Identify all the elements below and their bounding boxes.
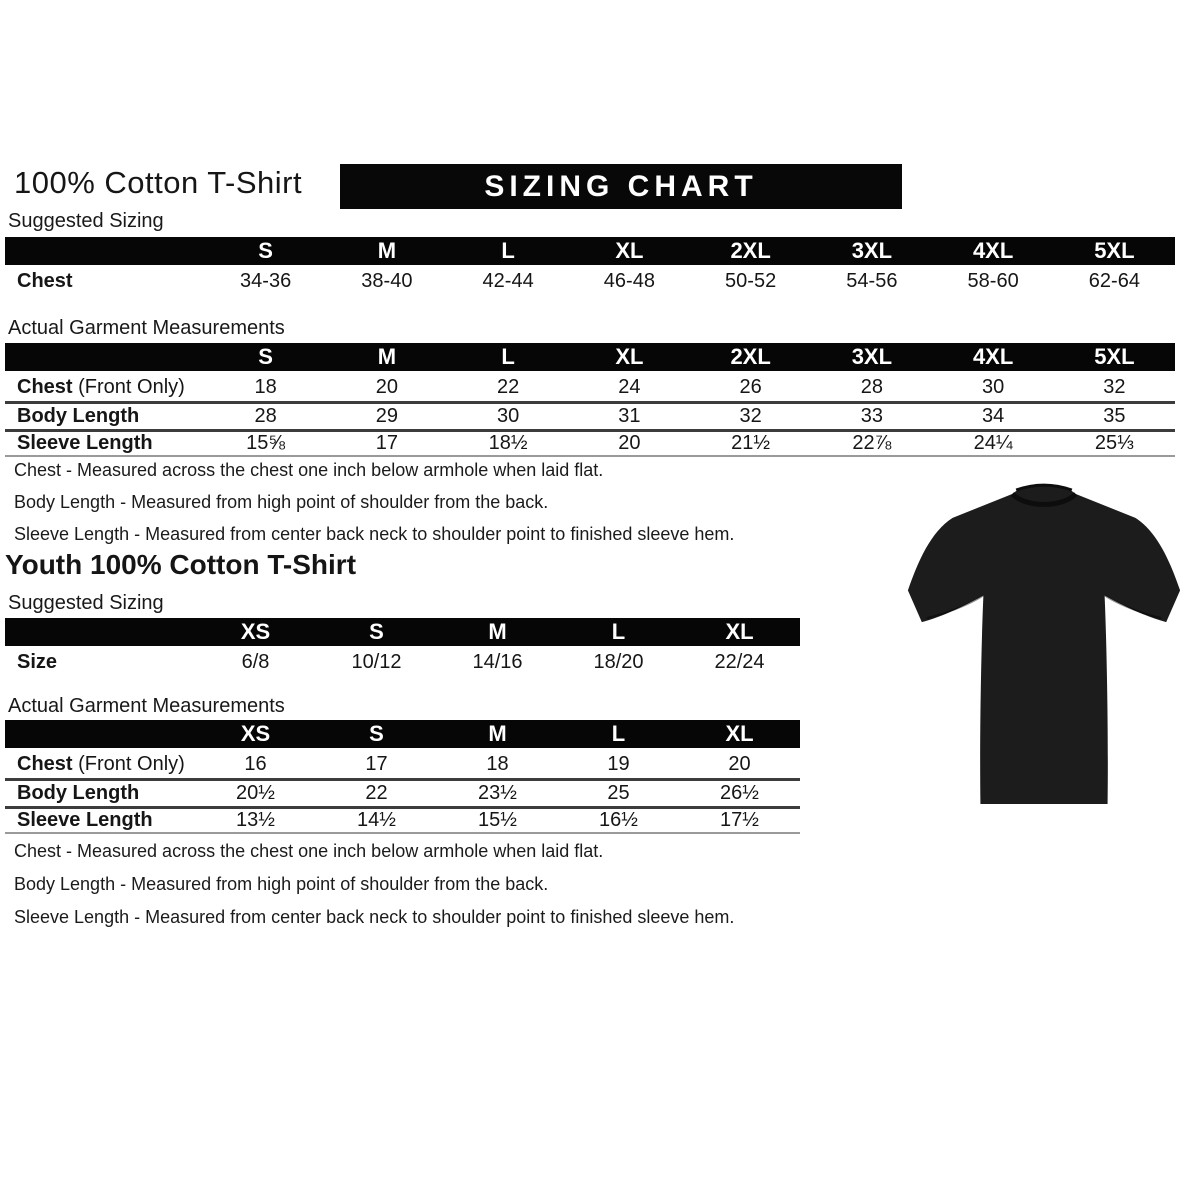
column-header-3xl: 3XL xyxy=(851,344,893,369)
youth-section-title: Youth 100% Cotton T-Shirt xyxy=(5,549,357,580)
column-header-s: S xyxy=(369,721,384,746)
column-header-m: M xyxy=(488,721,507,746)
column-header-m: M xyxy=(377,344,397,369)
body-length-note: Body Length - Measured from high point of shoulder from the back. xyxy=(14,874,549,894)
table-row-sleeve-length xyxy=(5,806,800,834)
value-cell: 24 xyxy=(618,375,641,398)
table-row-chest xyxy=(5,267,1175,295)
youth-actual-measurements-label: Actual Garment Measurements xyxy=(8,695,285,717)
value-cell: 10/12 xyxy=(351,650,402,673)
value-cell: 17 xyxy=(365,752,388,775)
sleeve-length-note: Sleeve Length - Measured from center back neck to shoulder point to finished sleeve hem. xyxy=(14,907,735,927)
column-header-s: S xyxy=(258,344,273,369)
row-label xyxy=(5,809,195,832)
adult-suggested-sizing-label: Suggested Sizing xyxy=(8,210,164,232)
row-label xyxy=(5,270,205,293)
black-tshirt-image xyxy=(895,472,1193,820)
column-header-5xl: 5XL xyxy=(1094,344,1135,369)
value-cell: 26½ xyxy=(720,782,759,804)
row-label-suffix: (Front Only) xyxy=(72,375,185,398)
youth-actual-measurements-table xyxy=(5,720,800,834)
row-label xyxy=(5,405,205,428)
row-label xyxy=(5,376,205,399)
value-cell: 23½ xyxy=(478,782,517,804)
row-label-text: Sleeve Length xyxy=(17,432,153,454)
value-cell: 32 xyxy=(1103,375,1126,398)
value-cell: 54-56 xyxy=(846,269,898,292)
row-label xyxy=(5,782,195,805)
column-header-m: M xyxy=(488,619,507,644)
value-cell: 30 xyxy=(982,375,1005,398)
value-cell: 22/24 xyxy=(714,650,765,673)
value-cell: 19 xyxy=(607,752,630,775)
table-header-row xyxy=(5,618,800,648)
adult-measurement-notes xyxy=(14,460,734,556)
page-title: 100% Cotton T-Shirt xyxy=(14,165,303,200)
youth-measurement-notes xyxy=(14,841,734,940)
column-header-xl: XL xyxy=(725,619,754,644)
youth-suggested-sizing-table xyxy=(5,618,800,676)
column-header-l: L xyxy=(501,344,515,369)
table-row-chest xyxy=(5,750,800,778)
youth-suggested-sizing-label: Suggested Sizing xyxy=(8,592,164,614)
table-row-chest xyxy=(5,373,1175,401)
table-header-row xyxy=(5,343,1175,373)
value-cell: 17 xyxy=(375,432,398,454)
value-cell: 20 xyxy=(728,752,751,775)
column-header-xs: XS xyxy=(240,721,271,746)
value-cell: 28 xyxy=(860,375,883,398)
row-label-text: Sleeve Length xyxy=(17,809,153,831)
sleeve-length-note: Sleeve Length - Measured from center back neck to shoulder point to finished sleeve hem. xyxy=(14,524,735,544)
value-cell: 62-64 xyxy=(1088,269,1140,292)
value-cell: 18/20 xyxy=(593,650,644,673)
row-label xyxy=(5,432,205,455)
value-cell: 15½ xyxy=(478,809,517,831)
row-label-suffix: (Front Only) xyxy=(72,752,185,775)
tshirt-icon xyxy=(895,472,1193,820)
row-label-text: Chest xyxy=(17,269,73,292)
table-row-sleeve-length xyxy=(5,429,1175,457)
row-label xyxy=(5,753,195,776)
value-cell: 20 xyxy=(618,432,641,454)
column-header-l: L xyxy=(611,721,626,746)
row-label-text: Body Length xyxy=(17,782,140,804)
value-cell: 14/16 xyxy=(472,650,523,673)
value-cell: 15⅝ xyxy=(246,432,286,454)
chest-note: Chest - Measured across the chest one inch below armhole when laid flat. xyxy=(14,460,604,480)
value-cell: 6/8 xyxy=(241,650,270,673)
value-cell: 21½ xyxy=(731,432,771,454)
value-cell: 16 xyxy=(244,752,267,775)
body-length-note: Body Length - Measured from high point of shoulder from the back. xyxy=(14,492,549,512)
value-cell: 22⅞ xyxy=(852,432,892,454)
row-label-text: Body Length xyxy=(17,405,140,427)
column-header-4xl: 4XL xyxy=(972,344,1014,369)
column-header-s: S xyxy=(369,619,384,644)
column-header-xl: XL xyxy=(615,238,644,263)
value-cell: 31 xyxy=(618,405,641,427)
value-cell: 16½ xyxy=(599,809,638,831)
value-cell: 20½ xyxy=(236,782,275,804)
value-cell: 34-36 xyxy=(240,269,292,292)
adult-suggested-sizing-table xyxy=(5,237,1175,295)
value-cell: 25⅓ xyxy=(1094,432,1134,454)
value-cell: 18 xyxy=(486,752,509,775)
table-row-body-length xyxy=(5,401,1175,429)
value-cell: 22 xyxy=(497,375,520,398)
adult-actual-measurements-table xyxy=(5,343,1175,457)
column-header-4xl: 4XL xyxy=(972,238,1014,263)
table-row-body-length xyxy=(5,778,800,806)
table-header-row xyxy=(5,237,1175,267)
value-cell: 14½ xyxy=(357,809,396,831)
sizing-chart-banner-text: SIZING CHART xyxy=(484,169,758,203)
value-cell: 46-48 xyxy=(603,269,655,292)
value-cell: 20 xyxy=(375,375,398,398)
column-header-xl: XL xyxy=(615,344,644,369)
value-cell: 38-40 xyxy=(361,269,413,292)
column-header-2xl: 2XL xyxy=(730,238,771,263)
column-header-xl: XL xyxy=(725,721,754,746)
column-header-xs: XS xyxy=(240,619,271,644)
value-cell: 30 xyxy=(497,405,520,427)
value-cell: 18½ xyxy=(488,432,528,454)
value-cell: 42-44 xyxy=(482,269,534,292)
value-cell: 13½ xyxy=(236,809,275,831)
column-header-3xl: 3XL xyxy=(851,238,893,263)
tshirt-body-shape xyxy=(908,485,1180,804)
row-label xyxy=(5,651,195,674)
column-header-l: L xyxy=(611,619,626,644)
value-cell: 17½ xyxy=(720,809,759,831)
value-cell: 18 xyxy=(254,375,277,398)
value-cell: 29 xyxy=(375,405,398,427)
column-header-s: S xyxy=(258,238,273,263)
value-cell: 24¼ xyxy=(973,432,1013,454)
row-label-text: Chest xyxy=(17,752,73,775)
value-cell: 25 xyxy=(607,782,630,804)
value-cell: 50-52 xyxy=(725,269,777,292)
column-header-5xl: 5XL xyxy=(1094,238,1135,263)
value-cell: 58-60 xyxy=(967,269,1019,292)
value-cell: 35 xyxy=(1103,405,1126,427)
value-cell: 26 xyxy=(739,375,762,398)
table-row-size xyxy=(5,648,800,676)
value-cell: 34 xyxy=(982,405,1005,427)
column-header-2xl: 2XL xyxy=(730,344,771,369)
row-label-text: Size xyxy=(17,650,58,673)
row-label-text: Chest xyxy=(17,375,73,398)
adult-actual-measurements-label: Actual Garment Measurements xyxy=(8,317,285,339)
value-cell: 33 xyxy=(860,405,883,427)
table-header-row xyxy=(5,720,800,750)
sizing-chart-banner xyxy=(340,164,902,209)
column-header-l: L xyxy=(501,238,515,263)
chest-note: Chest - Measured across the chest one inch below armhole when laid flat. xyxy=(14,841,604,861)
value-cell: 32 xyxy=(739,405,762,427)
value-cell: 28 xyxy=(254,405,277,427)
column-header-m: M xyxy=(377,238,397,263)
value-cell: 22 xyxy=(365,782,388,804)
